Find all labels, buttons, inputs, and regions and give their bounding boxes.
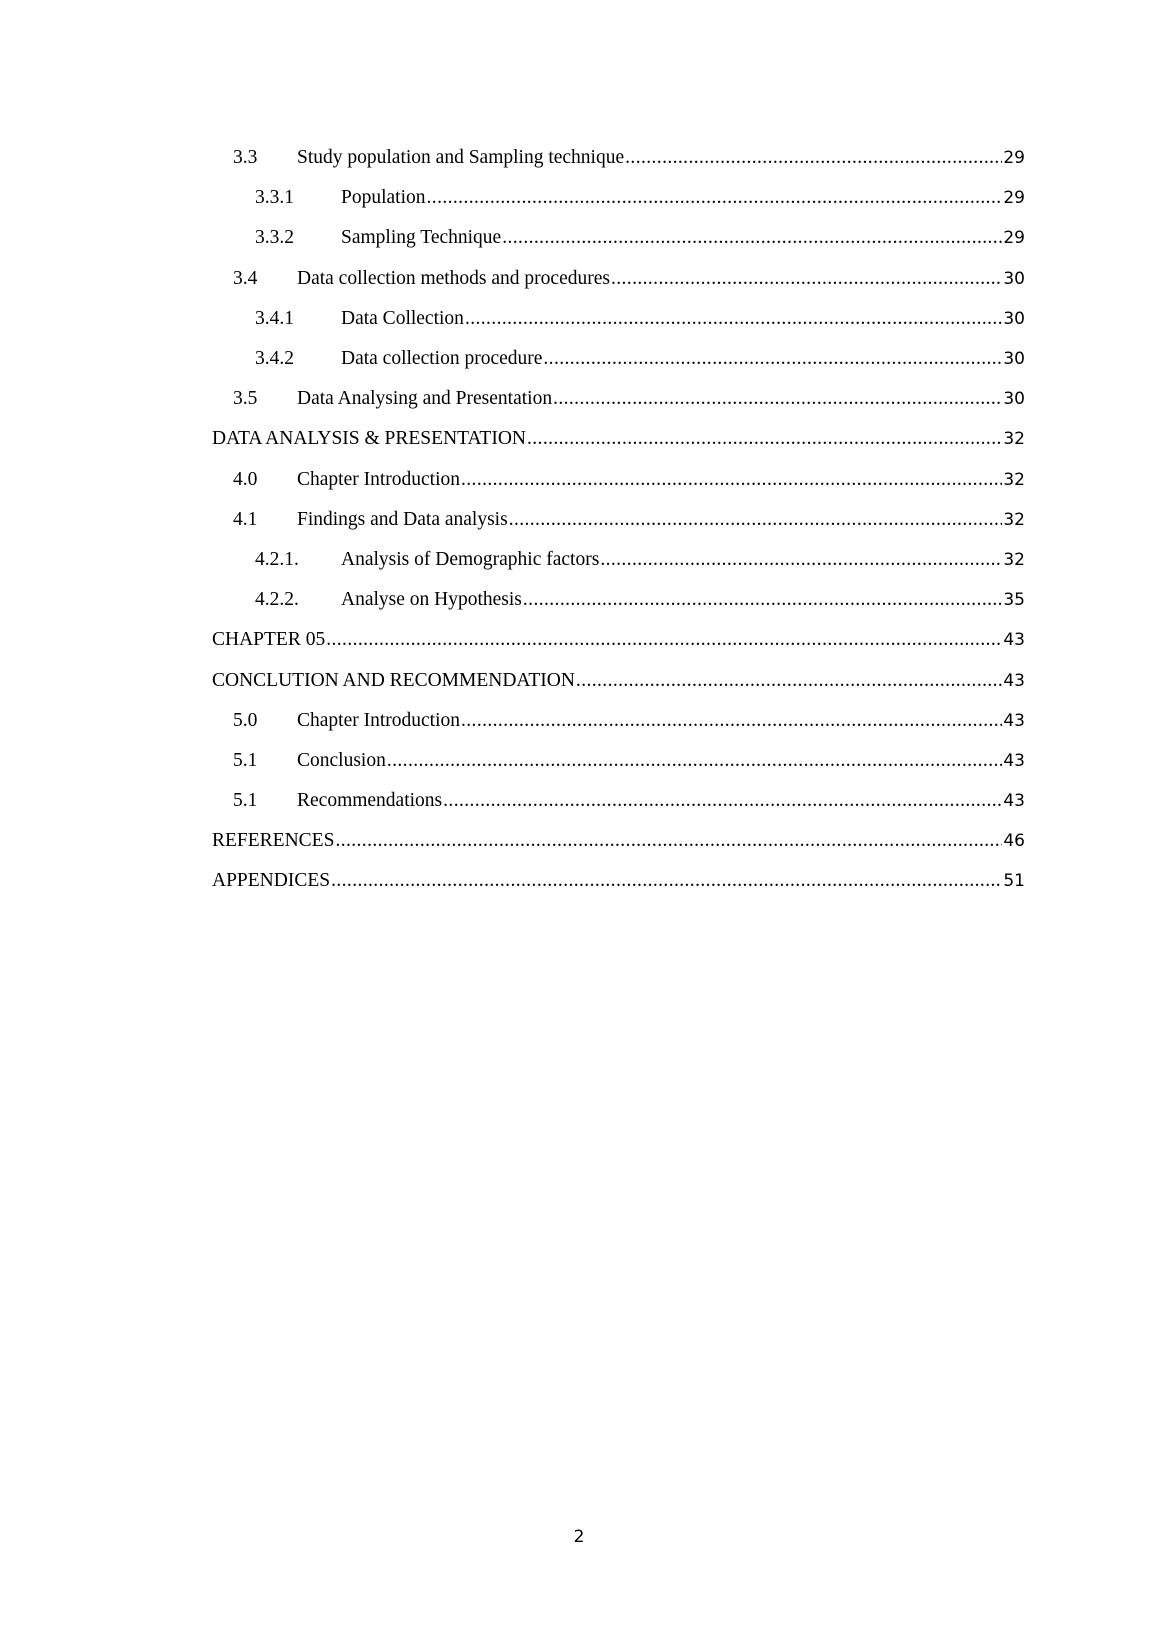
toc-entry-number: 3.3 [233, 147, 258, 169]
toc-entry[interactable] [212, 218, 1025, 258]
toc-entry-title: CONCLUTION AND RECOMMENDATION [212, 669, 575, 691]
toc-entry-page: 46 [1003, 831, 1025, 852]
toc-entry-number: 3.5 [233, 388, 258, 410]
toc-entry-number: 3.4 [233, 267, 258, 289]
toc-entry-title: Findings and Data analysis [297, 508, 508, 530]
dot-leader [443, 790, 1002, 812]
dot-leader [461, 710, 1002, 732]
toc-entry-number: 3.4.2 [255, 348, 294, 370]
toc-entry-page: 32 [1003, 549, 1025, 570]
toc-entry-page: 30 [1003, 349, 1025, 370]
toc-entry-number: 5.1 [233, 790, 258, 812]
toc-entry-title: CHAPTER 05 [212, 629, 326, 651]
toc-entry-title: Data collection procedure [341, 348, 543, 370]
toc-entry-title: Study population and Sampling technique [297, 147, 625, 169]
toc-entry-title: Sampling Technique [341, 227, 502, 249]
toc-entry-page: 43 [1003, 750, 1025, 771]
dot-leader [509, 509, 1003, 531]
dot-leader [576, 670, 1002, 692]
toc-entry[interactable] [212, 580, 1025, 620]
toc-entry[interactable] [212, 419, 1025, 459]
toc-entry-page: 29 [1003, 188, 1025, 209]
toc-entry-title: Conclusion [297, 749, 386, 771]
toc-entry-number: 4.0 [233, 468, 258, 490]
toc-entry-page: 30 [1003, 268, 1025, 289]
dot-leader [611, 268, 1002, 290]
toc-entry[interactable] [212, 781, 1025, 821]
toc-entry-page: 43 [1003, 710, 1025, 731]
toc-entry-page: 32 [1003, 469, 1025, 490]
toc-entry-page: 30 [1003, 308, 1025, 329]
toc-entry[interactable] [212, 500, 1025, 540]
dot-leader [461, 469, 1002, 491]
toc-entry-number: 3.3.2 [255, 227, 294, 249]
toc-entry-page: 51 [1003, 871, 1025, 892]
toc-entry-title: Data Collection [341, 307, 464, 329]
toc-entry-number: 4.2.2. [255, 589, 299, 611]
toc-entry-title: APPENDICES [212, 870, 331, 892]
dot-leader [387, 750, 1003, 772]
toc-entry-number: 3.3.1 [255, 187, 294, 209]
toc-entry[interactable] [212, 660, 1025, 700]
toc-entry-number: 4.1 [233, 508, 258, 530]
toc-entry-page: 29 [1003, 148, 1025, 169]
table-of-contents [212, 138, 1025, 902]
toc-entry-page: 35 [1003, 590, 1025, 611]
page-number: 2 [573, 1527, 585, 1547]
toc-entry[interactable] [212, 178, 1025, 218]
dot-leader [523, 589, 1002, 611]
toc-entry-title: Chapter Introduction [297, 709, 460, 731]
toc-entry-title: Chapter Introduction [297, 468, 460, 490]
toc-entry-page: 29 [1003, 228, 1025, 249]
toc-entry-page: 43 [1003, 670, 1025, 691]
dot-leader [331, 870, 1002, 892]
dot-leader [326, 629, 1002, 651]
toc-entry[interactable] [212, 460, 1025, 500]
dot-leader [502, 227, 1002, 249]
toc-entry-title: Recommendations [297, 790, 443, 812]
toc-entry[interactable] [212, 339, 1025, 379]
toc-entry-title: Data collection methods and procedures [297, 267, 610, 289]
dot-leader [543, 348, 1002, 370]
dot-leader [600, 549, 1002, 571]
toc-entry-number: 5.1 [233, 749, 258, 771]
toc-entry[interactable] [212, 701, 1025, 741]
toc-entry[interactable] [212, 741, 1025, 781]
toc-entry-number: 4.2.1. [255, 548, 299, 570]
toc-entry-number: 5.0 [233, 709, 258, 731]
toc-entry-page: 32 [1003, 509, 1025, 530]
toc-entry[interactable] [212, 540, 1025, 580]
toc-entry-title: Population [341, 187, 426, 209]
toc-entry-title: REFERENCES [212, 830, 335, 852]
toc-entry-page: 32 [1003, 429, 1025, 450]
toc-entry-page: 43 [1003, 630, 1025, 651]
dot-leader [427, 187, 1003, 209]
toc-entry[interactable] [212, 299, 1025, 339]
dot-leader [335, 830, 1002, 852]
toc-entry-number: 3.4.1 [255, 307, 294, 329]
toc-entry-title: Data Analysing and Presentation [297, 388, 553, 410]
dot-leader [527, 428, 1002, 450]
toc-entry[interactable] [212, 138, 1025, 178]
toc-entry[interactable] [212, 379, 1025, 419]
toc-entry[interactable] [212, 259, 1025, 299]
toc-entry[interactable] [212, 620, 1025, 660]
toc-entry-title: DATA ANALYSIS & PRESENTATION [212, 428, 526, 450]
dot-leader [465, 308, 1002, 330]
toc-entry[interactable] [212, 821, 1025, 861]
dot-leader [625, 147, 1002, 169]
toc-entry[interactable] [212, 861, 1025, 901]
toc-entry-title: Analysis of Demographic factors [341, 548, 600, 570]
toc-entry-page: 43 [1003, 791, 1025, 812]
toc-entry-title: Analyse on Hypothesis [341, 589, 522, 611]
toc-entry-page: 30 [1003, 389, 1025, 410]
dot-leader [553, 388, 1002, 410]
